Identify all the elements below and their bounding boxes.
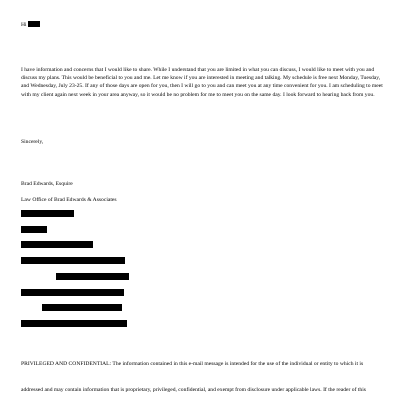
redacted-recipient-name: [28, 21, 40, 27]
redaction-bar: [56, 273, 129, 280]
firm-name: Law Office of Brad Edwards & Associates: [21, 197, 117, 203]
closing: Sincerely,: [21, 139, 44, 145]
letter-body: I have information and concerns that I would like to share. While I understand that you are limited in what you can discuss, I would like to meet with you and discuss my plans. This would be beneficial to you and me. Let me know if you are interested in meeting and talking. My schedule is free next Monday, Tuesday, and Wednesday, July 23-25. If any of those days are open for you, then I will go to you and can meet you at any time convenient for you. I am scheduling to meet with my client again next week in your area anyway, so it would be no problem for me to meet you on the same day. I look forward to hearing back from you.: [21, 67, 383, 98]
redaction-bar: [42, 304, 122, 311]
signature-name: Brad Edwards, Esquire: [21, 181, 73, 187]
redaction-bar: [21, 320, 127, 327]
confidentiality-notice-line-2: addressed and may contain information that is proprietary, privileged, confidential, and exempt from disclosure under applicable laws. If the reader of this: [21, 387, 366, 393]
redaction-bar: [21, 226, 47, 233]
confidentiality-notice-line-1: PRIVILEGED AND CONFIDENTIAL: The information contained in this e-mail message is intended for the use of the individual or entity to which it is: [21, 361, 364, 367]
redaction-bar: [21, 289, 124, 296]
redaction-bar: [21, 241, 93, 248]
greeting-line: [21, 21, 40, 29]
redaction-bar: [21, 257, 125, 264]
redaction-bar: [21, 210, 74, 217]
greeting-text: Hi: [21, 22, 27, 28]
